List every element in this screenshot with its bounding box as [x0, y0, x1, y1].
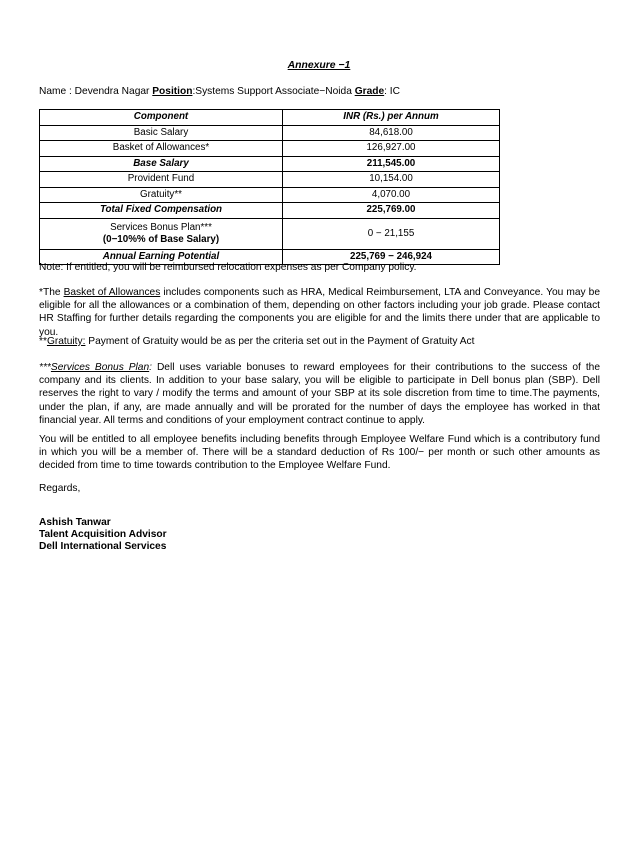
name-label: Name :: [39, 86, 75, 97]
component-cell: Annual Earning Potential: [40, 249, 283, 265]
compensation-table: [39, 109, 500, 265]
table-row: [40, 141, 500, 157]
component-cell: Total Fixed Compensation: [40, 203, 283, 219]
table-header-row: [40, 110, 500, 126]
signature-block: [39, 517, 167, 553]
amount-cell: 211,545.00: [283, 156, 500, 172]
component-cell: Basic Salary: [40, 125, 283, 141]
bonus-plan-paragraph: [39, 361, 600, 427]
name-value: Devendra Nagar: [74, 86, 153, 97]
amount-cell: 126,927.00: [283, 141, 500, 157]
amount-column-header: INR (Rs.) per Annum: [283, 110, 500, 126]
bonus-prefix: ***: [39, 362, 51, 373]
amount-cell: 4,070.00: [283, 187, 500, 203]
signatory-company: Dell International Services: [39, 541, 167, 552]
bonus-term: Services Bonus Plan: [50, 362, 150, 373]
allowances-paragraph: [39, 286, 600, 339]
table-row: [40, 172, 500, 188]
welfare-fund-paragraph: You will be entitled to all employee benefits including benefits through Employee Welfare Fund which is a contributory fund in which you will be a member of. There will be a standard deduction of Rs 100/− per month or such other amounts as decided from time to time towards contribution to the Employee Welfare Fund.: [39, 434, 600, 472]
component-cell: Base Salary: [40, 156, 283, 172]
annexure-title: Annexure −1: [287, 60, 351, 71]
amount-cell: 84,618.00: [283, 125, 500, 141]
bonus-text: Dell uses variable bonuses to reward employees for their contributions to the success of the company and its clients. In addition to your base salary, you will be eligible to participate in Dell bonus plan (SBP). Dell reserves the right to vary / modify the terms and amount of your SBP at its sole discretion from time to time.The payments, under the plan, if any, are made annually and will be prorated for the number of days the employee has worked in that financial year. All terms and conditions of your employment contract continue to apply.: [39, 362, 600, 426]
grade-value: : IC: [384, 86, 400, 97]
allowances-term: Basket of Allowances: [63, 287, 161, 298]
allowances-text: includes components such as HRA, Medical Reimbursement, LTA and Conveyance. You may be eligible for all the allowances or a combination of them, depending on other factors including your job grade. Please contact HR Staffing for further details regarding the components you are eligible for and the limits there under that are applicable to you.: [39, 287, 600, 338]
signatory-title: Talent Acquisition Advisor: [39, 529, 167, 540]
amount-cell: 225,769 − 246,924: [283, 249, 500, 265]
table-row-base-salary: [40, 156, 500, 172]
table-row-bonus-plan: [40, 218, 500, 249]
position-value: :Systems Support Associate−Noida: [192, 86, 355, 97]
signatory-name: Ashish Tanwar: [39, 517, 111, 528]
relocation-note: Note: If entitled, you will be reimbursed relocation expenses as per Company policy.: [39, 262, 417, 273]
component-cell: Provident Fund: [40, 172, 283, 188]
component-sublabel: (0−10%% of Base Salary): [102, 233, 220, 245]
allowances-prefix: *The: [39, 287, 64, 298]
amount-cell: 10,154.00: [283, 172, 500, 188]
grade-label: Grade: [354, 86, 385, 97]
gratuity-prefix: **: [39, 336, 47, 347]
amount-cell: 0 − 21,155: [283, 218, 500, 249]
table-row: [40, 187, 500, 203]
table-row-total-fixed: [40, 203, 500, 219]
table-row: [40, 125, 500, 141]
bonus-colon: :: [149, 362, 152, 373]
component-cell: Basket of Allowances*: [40, 141, 283, 157]
gratuity-text: Payment of Gratuity would be as per the criteria set out in the Payment of Gratuity Act: [85, 336, 475, 347]
component-cell: Gratuity**: [40, 187, 283, 203]
regards-line: Regards,: [39, 483, 81, 494]
amount-cell: 225,769.00: [283, 203, 500, 219]
position-label: Position: [152, 86, 193, 97]
component-column-header: Component: [40, 110, 283, 126]
employee-info-line: [39, 86, 400, 97]
component-cell: [40, 218, 283, 249]
gratuity-term: Gratuity:: [46, 336, 86, 347]
gratuity-paragraph: [39, 335, 600, 348]
component-label: Services Bonus Plan***: [110, 221, 212, 233]
